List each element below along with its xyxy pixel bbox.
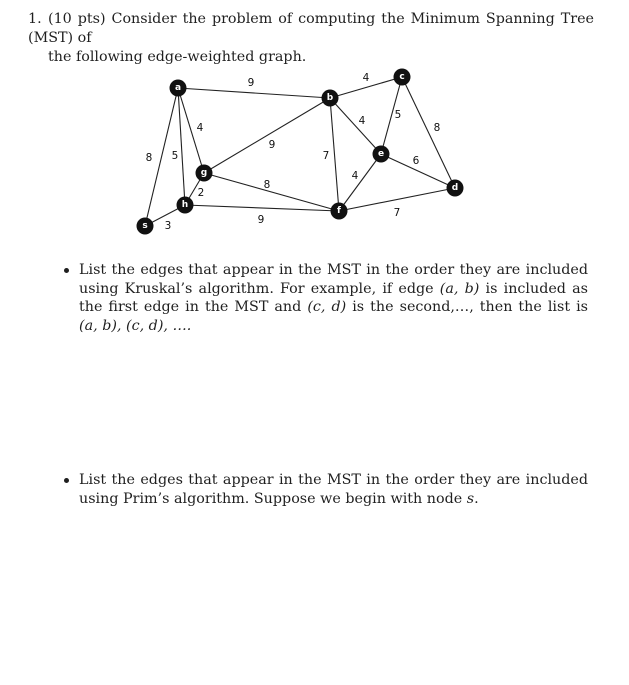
- node-g: [196, 165, 213, 182]
- edge-b-e: [330, 98, 381, 154]
- kruskal-text-part3: is the second,…, then the list is: [352, 299, 589, 315]
- problem-number: 1.: [28, 11, 42, 27]
- edge-a-h: [178, 88, 185, 205]
- node-label: e: [377, 149, 385, 159]
- edge-weight-h-g: 2: [197, 187, 205, 199]
- edge-weight-b-f: 7: [322, 150, 330, 162]
- edge-weight-g-f: 8: [263, 179, 271, 191]
- kruskal-list: (a, b), (c, d), ….: [79, 317, 192, 334]
- node-h: [177, 197, 194, 214]
- edge-weight-b-c: 4: [362, 72, 370, 84]
- kruskal-edge-cd: (c, d): [307, 299, 347, 315]
- edge-e-f: [339, 154, 381, 211]
- node-label: s: [142, 221, 148, 231]
- prim-question-text: [79, 471, 588, 508]
- edge-weight-c-e: 5: [394, 109, 402, 121]
- node-a: [170, 80, 187, 97]
- prim-start-node: s: [466, 490, 475, 507]
- edge-weight-a-s: 8: [145, 152, 153, 164]
- node-label: a: [174, 83, 182, 93]
- edge-weight-e-f: 4: [351, 170, 359, 182]
- edge-weight-b-e: 4: [358, 115, 366, 127]
- edge-weight-s-h: 3: [164, 220, 172, 232]
- prim-question: [64, 471, 588, 508]
- edge-h-f: [185, 205, 339, 211]
- edge-weight-c-d: 8: [433, 122, 441, 134]
- node-s: [137, 218, 154, 235]
- node-b: [322, 90, 339, 107]
- node-label: g: [200, 168, 208, 178]
- node-c: [394, 69, 411, 86]
- problem-text-line2: the following edge-weighted graph.: [48, 49, 307, 65]
- node-label: h: [181, 200, 189, 210]
- edge-b-f: [330, 98, 339, 211]
- edge-weight-a-h: 5: [171, 150, 179, 162]
- node-e: [373, 146, 390, 163]
- edge-weight-h-f: 9: [257, 214, 265, 226]
- node-d: [447, 180, 464, 197]
- edge-weight-a-g: 4: [196, 122, 204, 134]
- edge-weight-a-b: 9: [247, 77, 255, 89]
- kruskal-question: [64, 261, 588, 335]
- node-label: d: [451, 183, 459, 193]
- bullet-dot: [64, 268, 69, 273]
- node-label: f: [337, 206, 341, 216]
- kruskal-text-part2: is included as the first edge in the MST and: [79, 280, 588, 315]
- prim-text-part1: List the edges that appear in the MST in the order they are included using Prim’s algorithm. Suppose we begin with node: [79, 472, 588, 507]
- edge-g-f: [204, 173, 339, 211]
- kruskal-question-text: [79, 261, 588, 335]
- node-f: [331, 203, 348, 220]
- kruskal-edge-ab: (a, b): [439, 280, 480, 297]
- node-label: b: [326, 93, 334, 103]
- problem-text-line1: (10 pts) Consider the problem of computing the Minimum Spanning Tree (MST) of: [28, 11, 594, 46]
- edge-weight-f-d: 7: [393, 207, 401, 219]
- edge-weight-g-b: 9: [268, 139, 276, 151]
- edge-g-b: [204, 98, 330, 173]
- node-label: c: [399, 72, 405, 82]
- edge-a-b: [178, 88, 330, 98]
- bullet-dot: [64, 478, 69, 483]
- prim-text-part2: .: [474, 490, 479, 507]
- edge-weight-e-d: 6: [412, 155, 420, 167]
- edge-c-d: [402, 77, 455, 188]
- kruskal-text-part1: List the edges that appear in the MST in the order they are included using Kruskal’s algorithm. For example, if edge: [79, 262, 588, 297]
